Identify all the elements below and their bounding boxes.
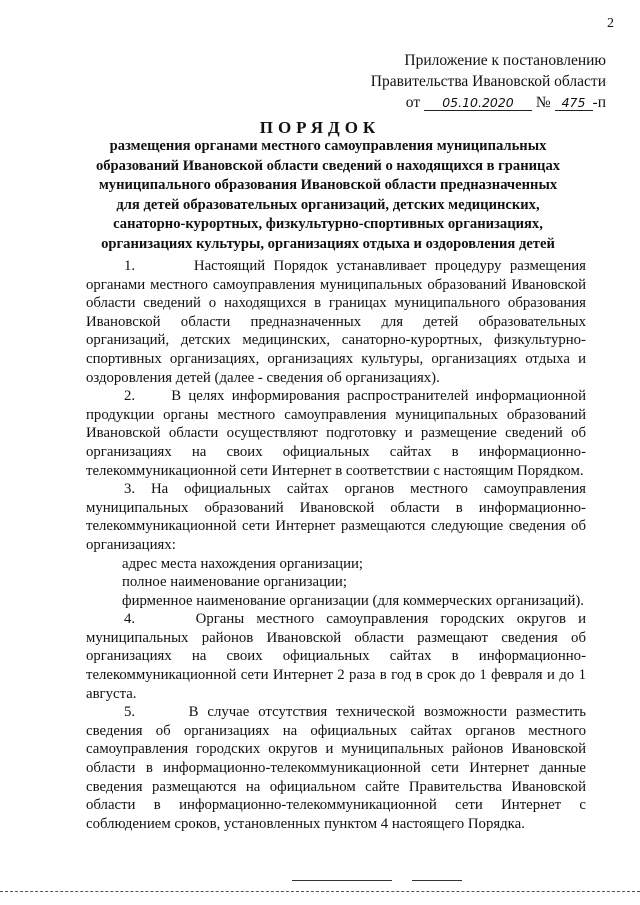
paragraph-5: 5. В случае отсутствия технической возможности разместить сведения об организациях на официальных сайтах органов местного самоуправления городских округов и муниципальных районов Ивановской области в информационно-телекоммуникационной сети Интернет данные сведения размещаются на официальном сайте Правительства Ивановской области в информационно-телекоммуникационной сети Интернет с соблюдением сроков, установленных пунктом 4 настоящего Порядка. xyxy=(86,704,586,832)
approval-line-2: Правительства Ивановской области xyxy=(370,73,606,90)
approval-from-label: от xyxy=(405,94,421,111)
approval-suffix: -п xyxy=(592,94,606,111)
approval-date: 05.10.2020 xyxy=(424,96,532,111)
paragraph-4: 4. Органы местного самоуправления городских округов и муниципальных районов Ивановской области размещают сведения об организациях на своих официальных сайтах в информационно-телекоммуникационной сети Интернет 2 раза в год в срок до 1 февраля и до 1 августа. xyxy=(86,611,586,702)
bottom-divider xyxy=(0,891,640,892)
approval-block xyxy=(346,50,606,113)
approval-number-label: № xyxy=(535,94,551,111)
approval-date-line xyxy=(346,92,606,113)
list-item-trade-name: фирменное наименование организации (для коммерческих организаций). xyxy=(122,592,584,609)
list-item-address: адрес места нахождения организации; xyxy=(122,555,364,572)
closing-stroke-short xyxy=(412,880,462,881)
document-body xyxy=(86,257,586,833)
approval-number: 475 xyxy=(555,96,593,111)
paragraph-3: 3. На официальных сайтах органов местного самоуправления муниципальных образований Ивановской области в информационно-телекоммуникационной сети Интернет размещаются следующие сведения об организациях: xyxy=(86,481,586,553)
paragraph-1: 1. Настоящий Порядок устанавливает процедуру размещения органами местного самоуправления муниципальных образований Ивановской области сведений о находящихся в границах муниципального образования Ивановской области предназначенных для детей образовательных организаций, детских медицинских, санаторно-курортных, физкультурно-спортивных организациях, организациях культуры, организациях отдыха и оздоровления детей (далее - сведения об организациях). xyxy=(86,258,586,386)
document-subtitle: размещения органами местного самоуправления муниципальных образований Ивановской области сведений о находящихся в границах муниципального образования Ивановской области предназначенных для детей образовательных организаций, детских медицинских, санаторно-курортных, физкультурно-спортивных организациях, организациях культуры, организациях отдыха и оздоровления детей xyxy=(95,138,561,252)
page-number: 2 xyxy=(607,16,614,31)
closing-stroke xyxy=(292,880,392,881)
document-title: ПОРЯДОК xyxy=(259,118,381,137)
paragraph-2: 2. В целях информирования распространителей информационной продукции органы местного самоуправления муниципальных образований Ивановской области осуществляют подготовку и размещение сведений об организациях на своих официальных сайтах в информационно-телекоммуникационной сети Интернет в соответствии с настоящим Порядком. xyxy=(86,388,586,479)
approval-line-1: Приложение к постановлению xyxy=(404,52,606,69)
list-item-full-name: полное наименование организации; xyxy=(122,574,347,591)
